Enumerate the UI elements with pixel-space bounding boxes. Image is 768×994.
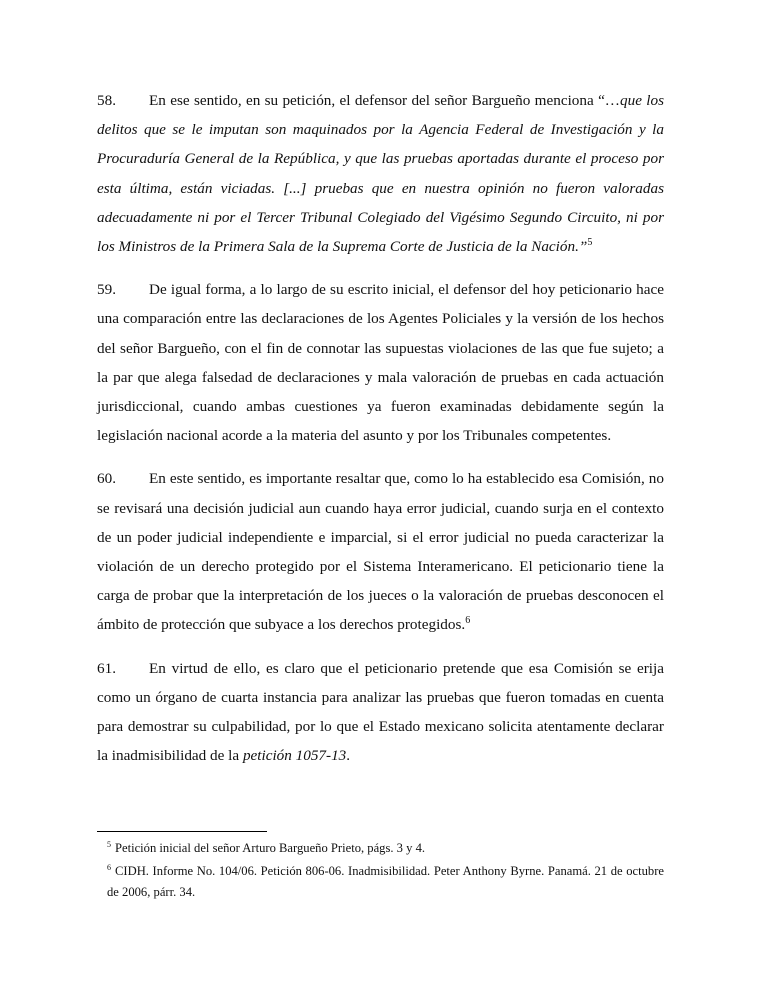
footnote-text: CIDH. Informe No. 104/06. Petición 806-06. Inadmisibilidad. Peter Anthony Byrne. Panamá. 21 de octubre de 2006, párr. 34. <box>107 864 664 899</box>
paragraph-text: De igual forma, a lo largo de su escrito inicial, el defensor del hoy peticionario hace una comparación entre las declaraciones de los Agentes Policiales y la versión de los hechos del señor Bargueño, con el fin de connotar las supuestas violaciones de las que fue sujeto; a la par que alega falsedad de declaraciones y mala valoración de pruebas en cada actuación jurisdiccional, cuando ambas cuestiones ya fueron examinadas debidamente según la legislación nacional acorde a la materia del asunto y por los Tribunales competentes. <box>97 281 664 445</box>
paragraph-text: . <box>346 747 351 765</box>
footnote-marker: 6 <box>107 863 111 872</box>
footnote-5 <box>97 838 664 859</box>
footnote-separator <box>97 831 267 832</box>
footnote-marker: 5 <box>107 840 111 849</box>
italic-text: que los delitos que se le imputan son maquinados por la Agencia Federal de Investigación y la Procuraduría General de la República, y que las pruebas aportadas durante el proceso por esta última, están viciadas. [...] pruebas que en nuestra opinión no fueron valoradas adecuadamente ni por el Tercer Tribunal Colegiado del Vigésimo Segundo Circuito, ni por los Ministros de la Primera Sala de la Suprema Corte de Justicia de la Nación.” <box>97 92 664 256</box>
paragraph-59 <box>97 275 664 450</box>
paragraph-number: 61. <box>97 659 116 677</box>
paragraph-61 <box>97 654 664 771</box>
paragraph-number: 60. <box>97 470 116 488</box>
paragraph-number: 58. <box>97 92 116 109</box>
italic-text: petición 1057-13 <box>242 747 347 765</box>
paragraph-58 <box>97 86 664 261</box>
footnote-reference: 5 <box>587 237 593 249</box>
paragraph-60 <box>97 464 664 639</box>
footnotes <box>97 838 664 905</box>
paragraph-text: En virtud de ello, es claro que el peticionario pretende que esa Comisión se erija como un órgano de cuarta instancia para analizar las pruebas que fueron tomadas en cuenta para demostrar su culpabilidad, por lo que el Estado mexicano solicita atentamente declarar la inadmisibilidad de la <box>97 659 664 765</box>
paragraph-text: En este sentido, es importante resaltar que, como lo ha establecido esa Comisión, no se revisará una decisión judicial aun cuando haya error judicial, cuando surja en el contexto de un poder judicial independiente e imparcial, si el error judicial no pueda caracterizar la violación de un derecho protegido por el Sistema Interamericano. El peticionario tiene la carga de probar que la interpretación de los jueces o la valoración de pruebas desconocen el ámbito de protección que subyace a los derechos protegidos. <box>97 470 664 634</box>
footnote-reference: 6 <box>465 615 471 627</box>
footnote-text: Petición inicial del señor Arturo Bargueño Prieto, págs. 3 y 4. <box>115 841 426 855</box>
paragraph-number: 59. <box>97 281 116 299</box>
body-text <box>97 86 664 770</box>
paragraph-text: En ese sentido, en su petición, el defensor del señor Bargueño menciona “… <box>149 92 620 109</box>
footnote-6 <box>97 861 664 903</box>
